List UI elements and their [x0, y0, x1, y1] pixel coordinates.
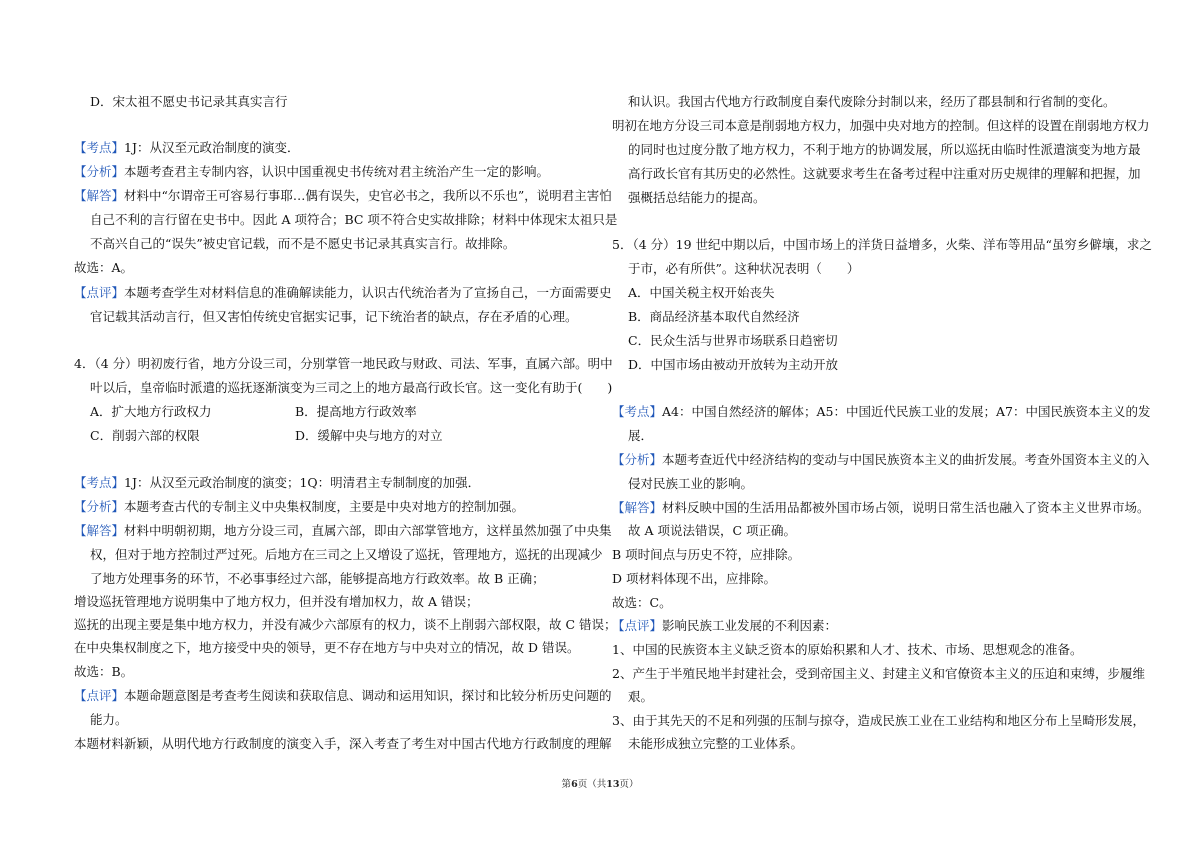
jieda-tag: 【解答】 [74, 188, 125, 203]
q4-jieda-line-5: 巡抚的出现主要是集中地方权力，并没有减少六部原有的权力，谈不上削弱六部权限，故 C 错误； [74, 617, 617, 632]
fenxi-tag: 【分析】 [74, 164, 125, 179]
q5-point-2-line-2: 艰。 [628, 689, 654, 704]
q3-kaodian [74, 140, 299, 156]
fenxi-text: 本题考查君主专制内容，认识中国重视史书传统对君主统治产生一定的影响。 [124, 164, 550, 179]
kaodian-text: A4：中国自然经济的解体；A5：中国近代民族工业的发展；A7：中国民族资本主义的发 [662, 404, 1151, 419]
q5-kaodian [612, 404, 1150, 420]
dianping-text: 本题考查学生对材料信息的准确解读能力，认识古代统治者为了宣扬自己，一方面需要史 [124, 285, 612, 300]
q5-option-a: A．中国关税主权开始丧失 [628, 285, 775, 300]
footer-suffix: 页） [619, 779, 639, 790]
q4-option-a: A．扩大地方行政权力 [90, 404, 212, 419]
q5-option-d: D．中国市场由被动开放转为主动开放 [628, 357, 839, 372]
dianping-tag: 【点评】 [612, 618, 663, 633]
q3-jieda-line-2: 自己不利的言行留在史书中。因此 A 项符合；BC 项不符合史实故排除；材料中体现宋太祖只是 [90, 212, 618, 227]
q4-jieda-line-6: 在中央集权制度之下，地方接受中央的领导，更不存在地方与中央对立的情况，故 D 错误。 [74, 640, 580, 655]
footer-middle: 页（共 [577, 779, 607, 790]
q4-answer: 故选：B。 [74, 664, 134, 679]
q4-dianping-line-4: 和认识。我国古代地方行政制度自秦代废除分封制以来，经历了郡县制和行省制的变化。 [628, 94, 1116, 109]
dianping-text: 影响民族工业发展的不利因素： [662, 618, 838, 633]
q5-point-1: 1、中国的民族资本主义缺乏资本的原始积累和人才、技术、市场、思想观念的准备。 [612, 642, 1083, 657]
q4-dianping-line-6: 的同时也过度分散了地方权力，不利于地方的协调发展，所以巡抚由临时性派遣演变为地方最 [628, 142, 1141, 157]
q4-kaodian [74, 475, 480, 491]
q5-jieda [612, 500, 1150, 516]
q5-option-b: B．商品经济基本取代自然经济 [628, 309, 800, 324]
q4-dianping-line-8: 强概括总结能力的提高。 [628, 190, 766, 205]
kaodian-text: 1J：从汉至元政治制度的演变；1Q：明清君主专制制度的加强． [124, 475, 481, 490]
kaodian-tag: 【考点】 [74, 140, 125, 155]
page-footer [0, 776, 1200, 790]
q3-dianping-line-2: 官记载其活动言行，但又害怕传统史官据实记事，记下统治者的缺点，存在矛盾的心理。 [90, 309, 578, 324]
q4-dianping [74, 688, 612, 704]
fenxi-tag: 【分析】 [74, 499, 125, 514]
fenxi-text: 本题考查古代的专制主义中央集权制度，主要是中央对地方的控制加强。 [124, 499, 525, 514]
kaodian-text: 1J：从汉至元政治制度的演变． [124, 140, 300, 155]
q5-stem: 5．（4 分）19 世纪中期以后，中国市场上的洋货日益增多，火柴、洋布等用品“虽穷乡僻壤，求之 [612, 237, 1152, 252]
q4-fenxi [74, 499, 524, 515]
q5-stem-line-2: 于市，必有所供”。这种状况表明（ ） [628, 261, 860, 276]
q5-dianping [612, 618, 837, 634]
q4-dianping-line-3: 本题材料新颖，从明代地方行政制度的演变入手，深入考查了考生对中国古代地方行政制度的理解 [74, 736, 612, 751]
q4-dianping-line-5: 明初在地方分设三司本意是削弱地方权力，加强中央对地方的控制。但这样的设置在削弱地方权力 [612, 118, 1150, 133]
footer-prefix: 第 [561, 779, 572, 790]
q5-jieda-line-3: B 项时间点与历史不符，应排除。 [612, 547, 801, 562]
page-number: 6 [571, 779, 578, 790]
q3-option-d: D．宋太祖不愿史书记录其真实言行 [90, 94, 288, 109]
jieda-tag: 【解答】 [612, 500, 663, 515]
q4-dianping-line-7: 高行政长官有其历史的必然性。这就要求考生在备考过程中注重对历史规律的理解和把握，加 [628, 166, 1141, 181]
q5-jieda-line-4: D 项材料体现不出，应排除。 [612, 571, 776, 586]
q5-option-c: C．民众生活与世界市场联系日趋密切 [628, 333, 838, 348]
jieda-text: 材料中“尔谓帝王可容易行事耶…偶有误失，史官必书之，我所以不乐也”，说明君主害怕 [124, 188, 612, 203]
kaodian-tag: 【考点】 [74, 475, 125, 490]
q5-answer: 故选：C。 [612, 595, 672, 610]
q4-jieda [74, 523, 612, 539]
q4-dianping-line-2: 能力。 [90, 712, 128, 727]
q5-point-2: 2、产生于半殖民地半封建社会，受到帝国主义、封建主义和官僚资本主义的压迫和束缚，步履维 [612, 666, 1145, 681]
kaodian-tag: 【考点】 [612, 404, 663, 419]
q4-jieda-line-4: 增设巡抚管理地方说明集中了地方权力，但并没有增加权力，故 A 错误； [74, 594, 479, 609]
q4-stem: 4．（4 分）明初废行省，地方分设三司，分别掌管一地民政与财政、司法、军事，直属六部。明中 [74, 356, 613, 371]
q5-kaodian-line-2: 展． [628, 428, 654, 443]
q4-jieda-line-2: 权，但对于地方控制过严过死。后地方在三司之上又增设了巡抚，管理地方，巡抚的出现减少 [90, 547, 603, 562]
q5-point-3: 3、由于其先天的不足和列强的压制与掠夺，造成民族工业在工业结构和地区分布上呈畸形发展， [612, 713, 1145, 728]
q4-option-b: B．提高地方行政效率 [295, 404, 417, 419]
q5-point-3-line-2: 未能形成独立完整的工业体系。 [628, 736, 804, 751]
jieda-text: 材料中明朝初期，地方分设三司，直属六部，即由六部掌管地方，这样虽然加强了中央集 [124, 523, 612, 538]
dianping-tag: 【点评】 [74, 285, 125, 300]
q3-jieda-line-3: 不高兴自己的“误失”被史官记载，而不是不愿史书记录其真实言行。故排除。 [90, 236, 516, 251]
fenxi-text: 本题考查近代中经济结构的变动与中国民族资本主义的曲折发展。考查外国资本主义的入 [662, 452, 1150, 467]
q3-jieda [74, 188, 612, 204]
fenxi-tag: 【分析】 [612, 452, 663, 467]
q4-option-d: D．缓解中央与地方的对立 [295, 428, 443, 443]
q5-fenxi-line-2: 侵对民族工业的影响。 [628, 476, 754, 491]
q3-fenxi [74, 164, 549, 180]
q3-dianping [74, 285, 612, 301]
total-pages: 13 [606, 779, 620, 790]
q4-jieda-line-3: 了地方处理事务的环节，不必事事经过六部，能够提高地方行政效率。故 B 正确； [90, 571, 545, 586]
q4-option-c: C．削弱六部的权限 [90, 428, 200, 443]
q4-stem-line-2: 叶以后，皇帝临时派遣的巡抚逐渐演变为三司之上的地方最高行政长官。这一变化有助于( ) [90, 380, 613, 395]
dianping-tag: 【点评】 [74, 688, 125, 703]
q3-answer: 故选：A。 [74, 260, 134, 275]
q5-jieda-line-2: 故 A 项说法错误，C 项正确。 [628, 523, 797, 538]
dianping-text: 本题命题意图是考查考生阅读和获取信息、调动和运用知识，探讨和比较分析历史问题的 [124, 688, 612, 703]
jieda-text: 材料反映中国的生活用品都被外国市场占领，说明日常生活也融入了资本主义世界市场。 [662, 500, 1150, 515]
q5-fenxi [612, 452, 1150, 468]
jieda-tag: 【解答】 [74, 523, 125, 538]
